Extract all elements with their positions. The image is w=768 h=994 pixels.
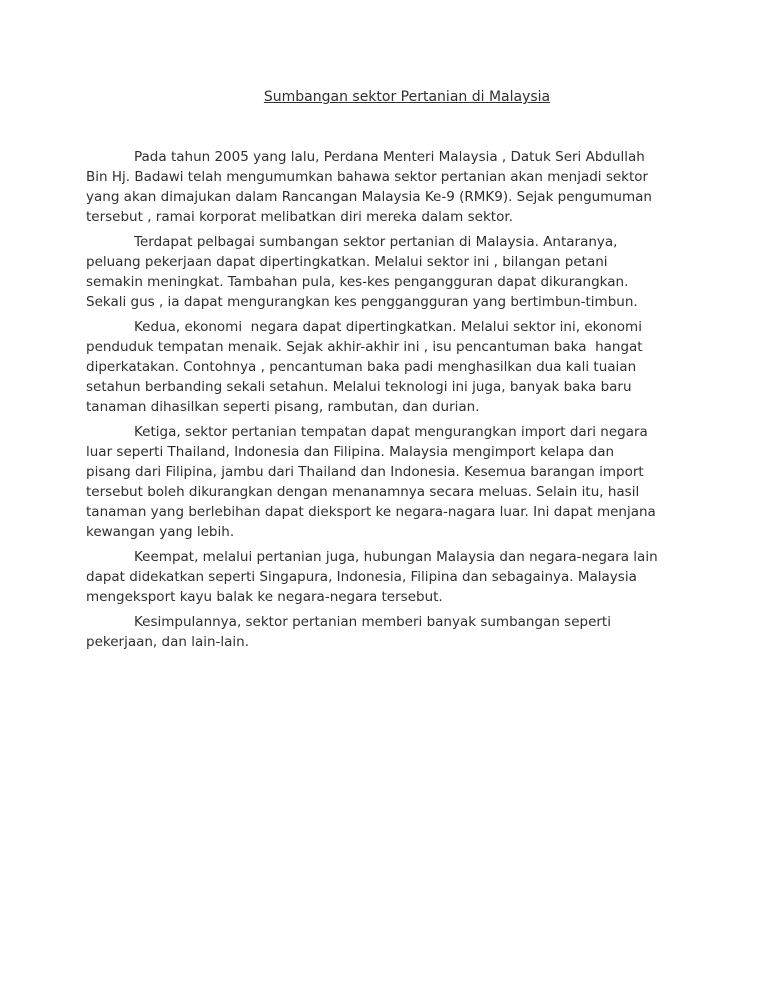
paragraph-line: pekerjaan, dan lain-lain. (86, 634, 250, 650)
paragraph-line: mengeksport kayu balak ke negara-negara tersebut. (86, 589, 443, 605)
paragraph-line: tersebut , ramai korporat melibatkan diri mereka dalam sektor. (86, 209, 513, 225)
paragraph-line: pisang dari Filipina, jambu dari Thailand dan Indonesia. Kesemua barangan import (86, 464, 644, 480)
document-title: Sumbangan sektor Pertanian di Malaysia (263, 89, 551, 105)
paragraph-line: penduduk tempatan menaik. Sejak akhir-akhir ini , isu pencantuman baka hangat (86, 339, 643, 355)
paragraph-line: tersebut boleh dikurangkan dengan menanamnya secara meluas. Selain itu, hasil (86, 484, 640, 500)
paragraph-6 (86, 612, 686, 652)
paragraph-4 (86, 422, 686, 542)
paragraph-line: semakin meningkat. Tambahan pula, kes-kes pengangguran dapat dikurangkan. (86, 274, 629, 290)
paragraph-line: luar seperti Thailand, Indonesia dan Filipina. Malaysia mengimport kelapa dan (86, 444, 615, 460)
paragraph-line: yang akan dimajukan dalam Rancangan Malaysia Ke-9 (RMK9). Sejak pengumuman (86, 189, 652, 205)
paragraph-3 (86, 317, 686, 417)
paragraph-line: Sekali gus , ia dapat mengurangkan kes penggangguran yang bertimbun-timbun. (86, 294, 638, 310)
paragraph-line: Bin Hj. Badawi telah mengumumkan bahawa sektor pertanian akan menjadi sektor (86, 169, 649, 185)
paragraph-line: setahun berbanding sekali setahun. Melalui teknologi ini juga, banyak baka baru (86, 379, 632, 395)
paragraph-line: Kedua, ekonomi negara dapat dipertingkatkan. Melalui sektor ini, ekonomi (134, 319, 642, 335)
paragraph-line: diperkatakan. Contohnya , pencantuman baka padi menghasilkan dua kali tuaian (86, 359, 637, 375)
paragraph-line: Keempat, melalui pertanian juga, hubungan Malaysia dan negara-negara lain (134, 549, 658, 565)
paragraph-line: Terdapat pelbagai sumbangan sektor pertanian di Malaysia. Antaranya, (134, 234, 618, 250)
paragraph-line: peluang pekerjaan dapat dipertingkatkan. Melalui sektor ini , bilangan petani (86, 254, 608, 270)
paragraph-line: Kesimpulannya, sektor pertanian memberi banyak sumbangan seperti (134, 614, 611, 630)
paragraph-line: tanaman dihasilkan seperti pisang, rambutan, dan durian. (86, 399, 480, 415)
paragraph-1 (86, 147, 686, 227)
paragraph-line: tanaman yang berlebihan dapat dieksport ke negara-nagara luar. Ini dapat menjana (86, 504, 656, 520)
document-content (86, 88, 686, 657)
paragraph-line: Ketiga, sektor pertanian tempatan dapat mengurangkan import dari negara (134, 424, 648, 440)
paragraph-line: kewangan yang lebih. (86, 524, 235, 540)
paragraph-5 (86, 547, 686, 607)
paragraph-line: Pada tahun 2005 yang lalu, Perdana Menteri Malaysia , Datuk Seri Abdullah (134, 149, 645, 165)
paragraph-2 (86, 232, 686, 312)
paragraph-line: dapat didekatkan seperti Singapura, Indonesia, Filipina dan sebagainya. Malaysia (86, 569, 637, 585)
